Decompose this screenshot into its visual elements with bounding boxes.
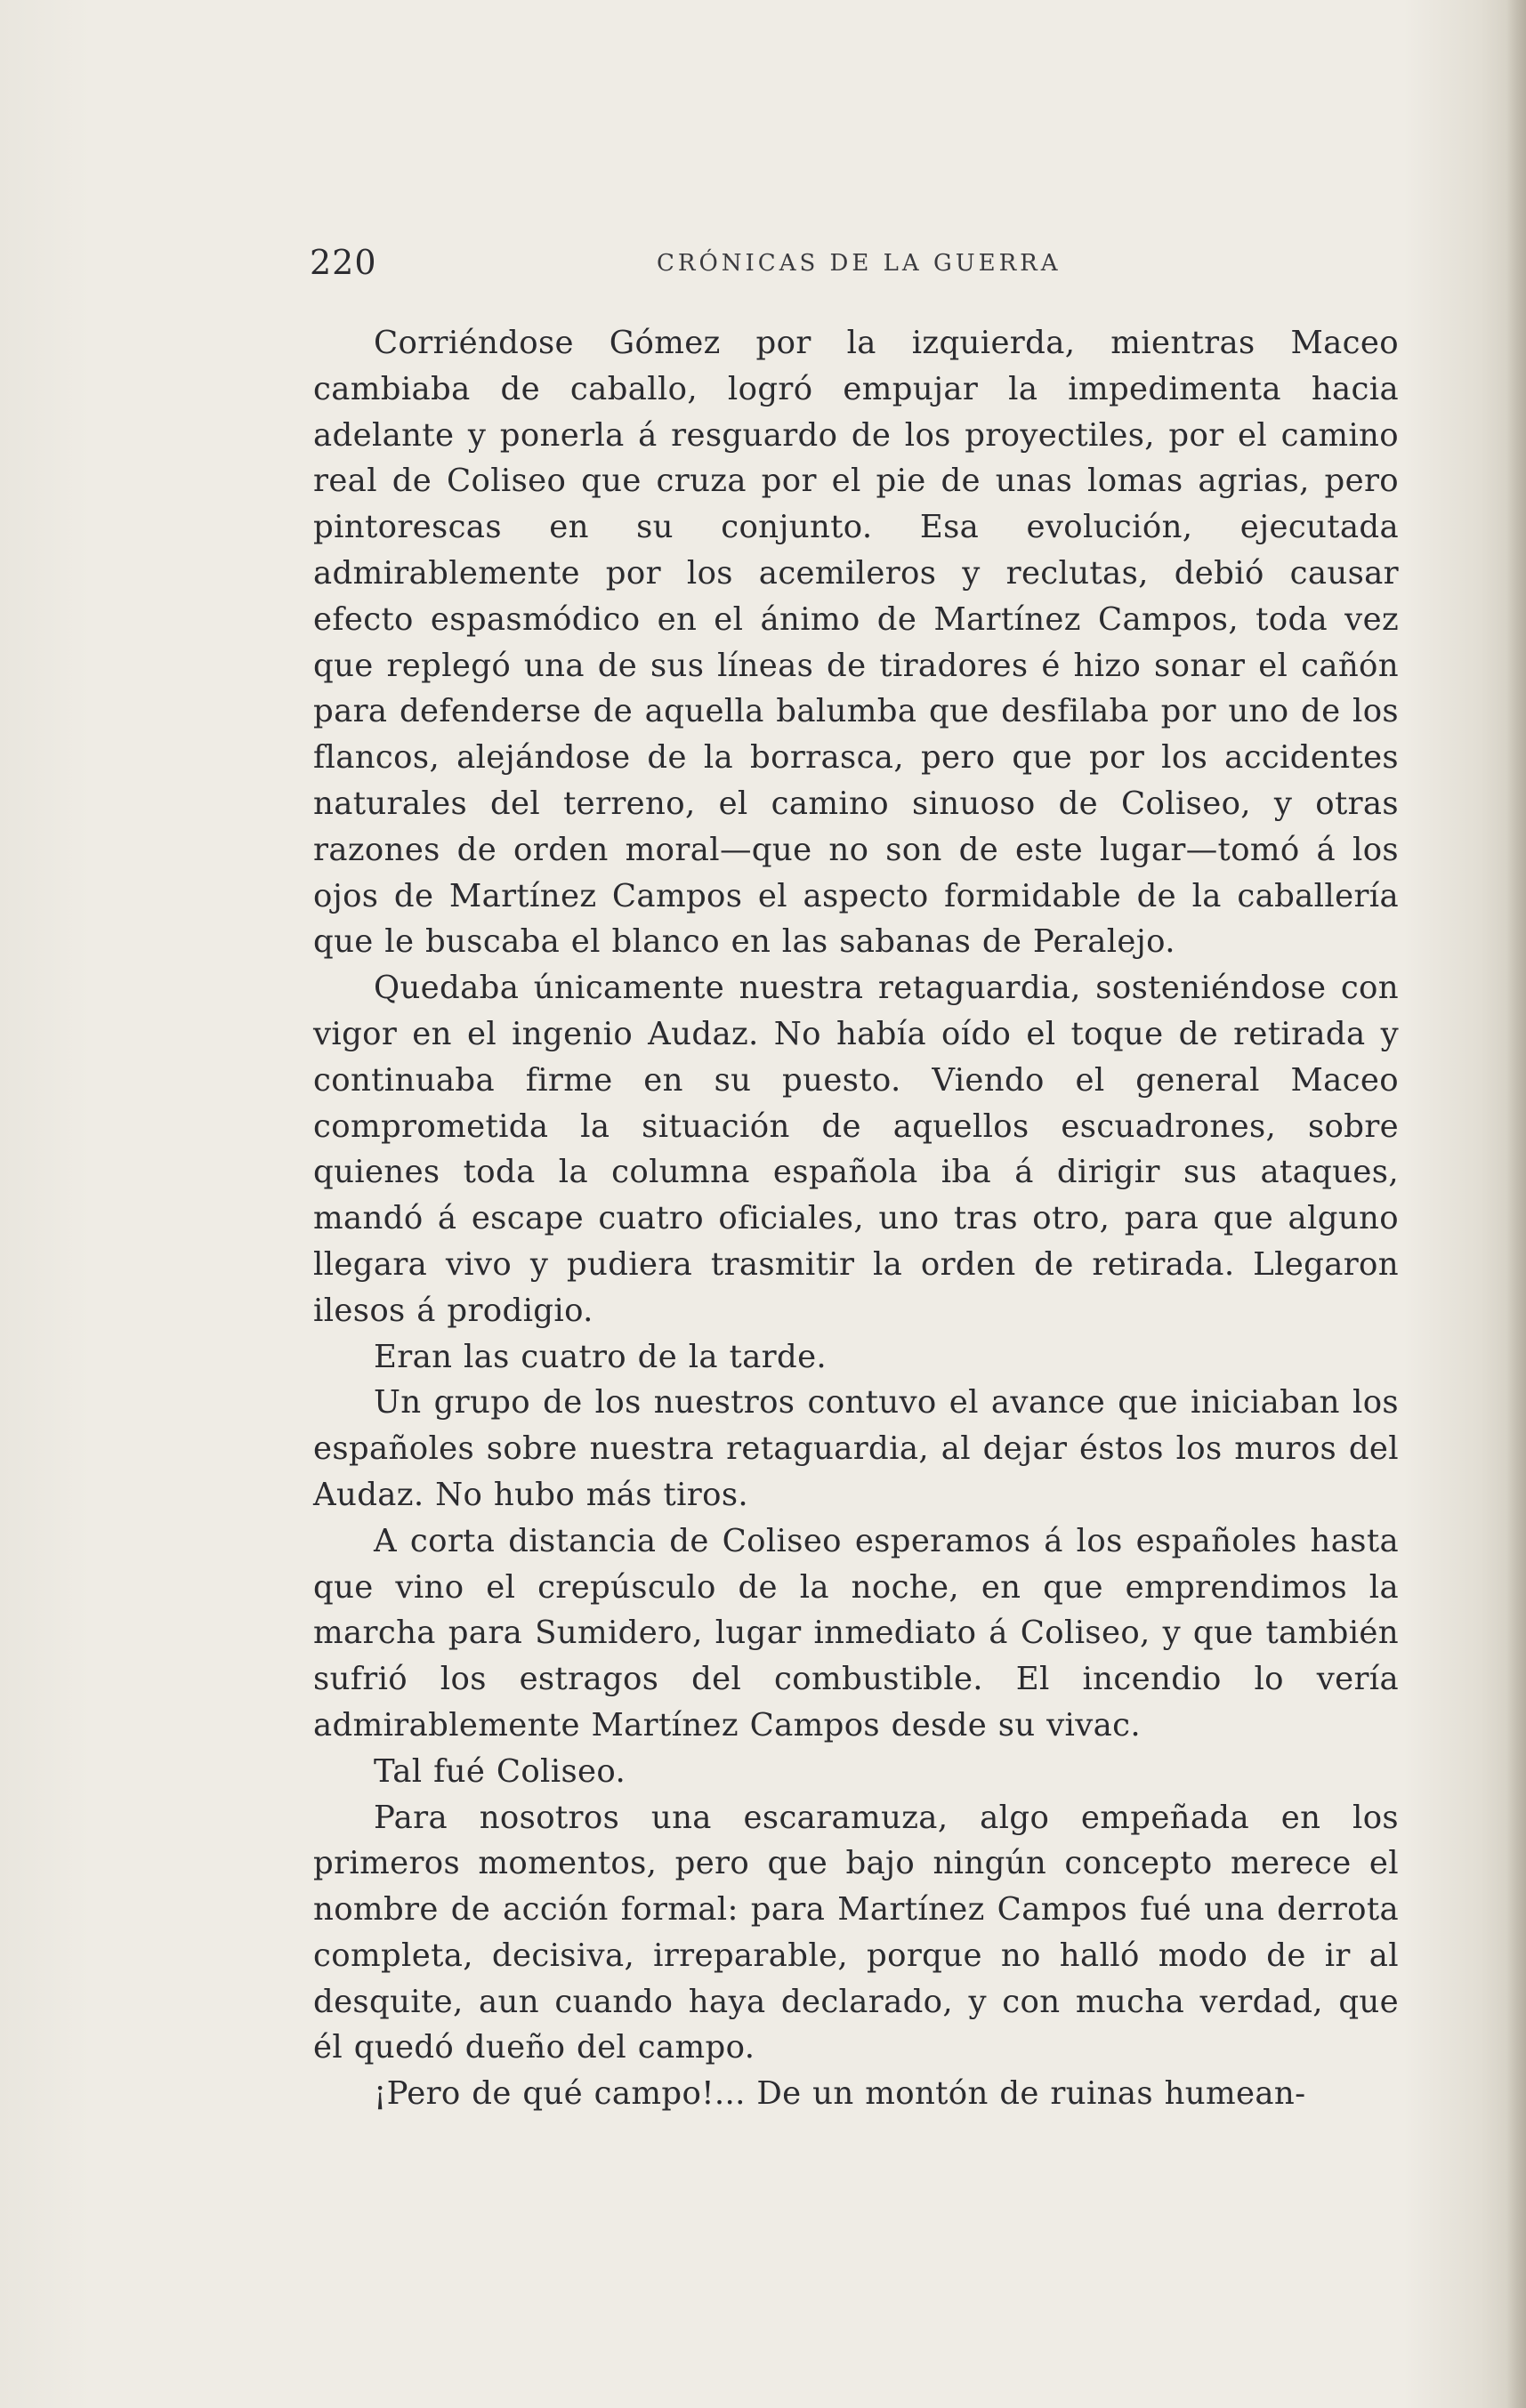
paragraph: Quedaba únicamente nuestra retaguardia, sosteniéndose con vigor en el ingenio Audaz. No había oído el toque de retirada y continuaba firme en su puesto. Viendo el general Maceo comprometida la situación de aquellos escuadrones, sobre quienes toda la columna española iba á dirigir sus ataques, mandó á escape cuatro oficiales, uno tras otro, para que alguno llegara vivo y pudiera trasmitir la orden de retirada. Llegaron ilesos á prodigio. [313,970,1399,1329]
paragraph: Corriéndose Gómez por la izquierda, mientras Maceo cambiaba de caballo, logró empujar la impedimenta hacia adelante y ponerla á resguardo de los proyectiles, por el camino real de Coliseo que cruza por el pie de unas lomas agrias, pero pintorescas en su conjunto. Esa evolución, ejecutada admirablemente por los acemileros y reclutas, debió causar efecto espasmódico en el ánimo de Martínez Campos, toda vez que replegó una de sus líneas de tiradores é hizo sonar el cañón para defenderse de aquella balumba que desfilaba por uno de los flancos, alejándose de la borrasca, pero que por los accidentes naturales del terreno, el camino sinuoso de Coliseo, y otras razones de orden moral—que no son de este lugar—tomó á los ojos de Martínez Campos el aspecto formidable de la caballería que le buscaba el blanco en las sabanas de Peralejo. [313,325,1399,961]
paragraph: A corta distancia de Coliseo esperamos á los españoles hasta que vino el crepúsculo de la noche, en que emprendimos la marcha para Sumidero, lugar inmediato á Coliseo, y que también sufrió los estragos del combustible. El incendio lo vería admirablemente Martínez Campos desde su vivac. [313,1522,1399,1744]
body-text [313,320,1399,2117]
running-head: CRÓNICAS DE LA GUERRA [657,250,1062,277]
paragraph: Un grupo de los nuestros contuvo el avance que iniciaban los españoles sobre nuestra retaguardia, al dejar éstos los muros del Audaz. No hubo más tiros. [313,1384,1399,1513]
paragraph: Tal fué Coliseo. [374,1752,626,1790]
page-edge-shadow [1506,0,1526,2408]
paragraph: Para nosotros una escaramuza, algo empeñada en los primeros momentos, pero que bajo ningún concepto merece el nombre de acción formal: para Martínez Campos fué una derrota completa, decisiva, irreparable, porque no halló modo de ir al desquite, aun cuando haya declarado, y con mucha verdad, que él quedó dueño del campo. [313,1799,1399,2066]
paragraph: Eran las cuatro de la tarde. [374,1338,828,1375]
page-number: 220 [310,243,377,282]
paragraph: ¡Pero de qué campo!... De un montón de ruinas humean- [374,2075,1306,2113]
page-header [310,240,1404,285]
